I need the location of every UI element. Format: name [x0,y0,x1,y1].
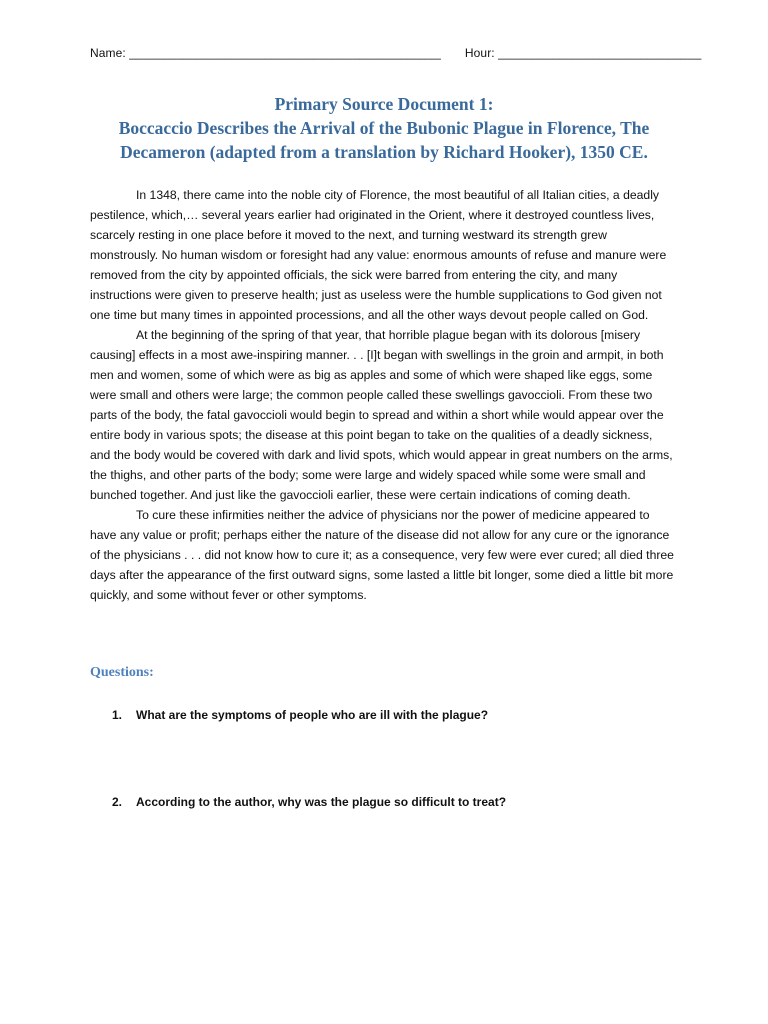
hour-line: Hour: ______________________________ [464,46,702,60]
questions-heading: Questions: [90,665,154,680]
question-text: According to the author, why was the plague so difficult to treat? [136,795,507,809]
title-line-3: Decameron (adapted from a translation by Richard Hooker), 1350 CE. [120,142,648,162]
name-line: Name: ______________________________________________ [90,46,441,60]
paragraph-1: In 1348, there came into the noble city of Florence, the most beautiful of all Italian cities, a deadly pestilence, which,… several years earlier had originated in the Orient, where it destroyed countless lives, scarcely resting in one place before it moved to the next, and turning westward its strength grew monstrously. No human wisdom or foresight had any value: enormous amounts of refuse and manure were removed from the city by appointed officials, the sick were barred from entering the city, and many instructions were given to preserve health; just as useless were the humble supplications to God given not one time but many times in appointed processions, and all the other ways devout people called on God. [90,188,667,322]
primary-source-text [90,185,676,605]
paragraph-2: At the beginning of the spring of that year, that horrible plague began with its dolorous [misery causing] effects in a most awe-inspiring manner. . . [I]t began with swellings in the groin and armpit, in both men and women, some of which were as big as apples and some of which were shaped like eggs, some were small and others were large; the common people called these swellings gavoccioli. From these two parts of the body, the fatal gavoccioli would begin to spread and within a short while would appear over the entire body in various spots; the disease at this point began to take on the qualities of a deadly sickness, and the body would be covered with dark and livid spots, which would appear in great numbers on the arms, the thighs, and other parts of the body; some were large and widely spaced while some were small and bunched together. And just like the gavoccioli earlier, these were certain indications of coming death. [90,328,673,502]
question-1 [112,708,488,722]
student-info-header [90,46,702,60]
document-title [60,92,708,164]
question-text: What are the symptoms of people who are ill with the plague? [136,708,489,722]
question-number: 2. [112,795,123,809]
question-2 [112,795,506,809]
title-line-1: Primary Source Document 1: [274,94,494,114]
title-line-2: Boccaccio Describes the Arrival of the Bubonic Plague in Florence, The [118,118,650,138]
question-number: 1. [112,708,123,722]
paragraph-3: To cure these infirmities neither the advice of physicians nor the power of medicine appeared to have any value or profit; perhaps either the nature of the disease did not allow for any cure or the ignorance of the physicians . . . did not know how to cure it; as a consequence, very few were ever cured; all died three days after the appearance of the first outward signs, some lasted a little bit longer, some died a little bit more quickly, and some without fever or other symptoms. [90,508,674,602]
